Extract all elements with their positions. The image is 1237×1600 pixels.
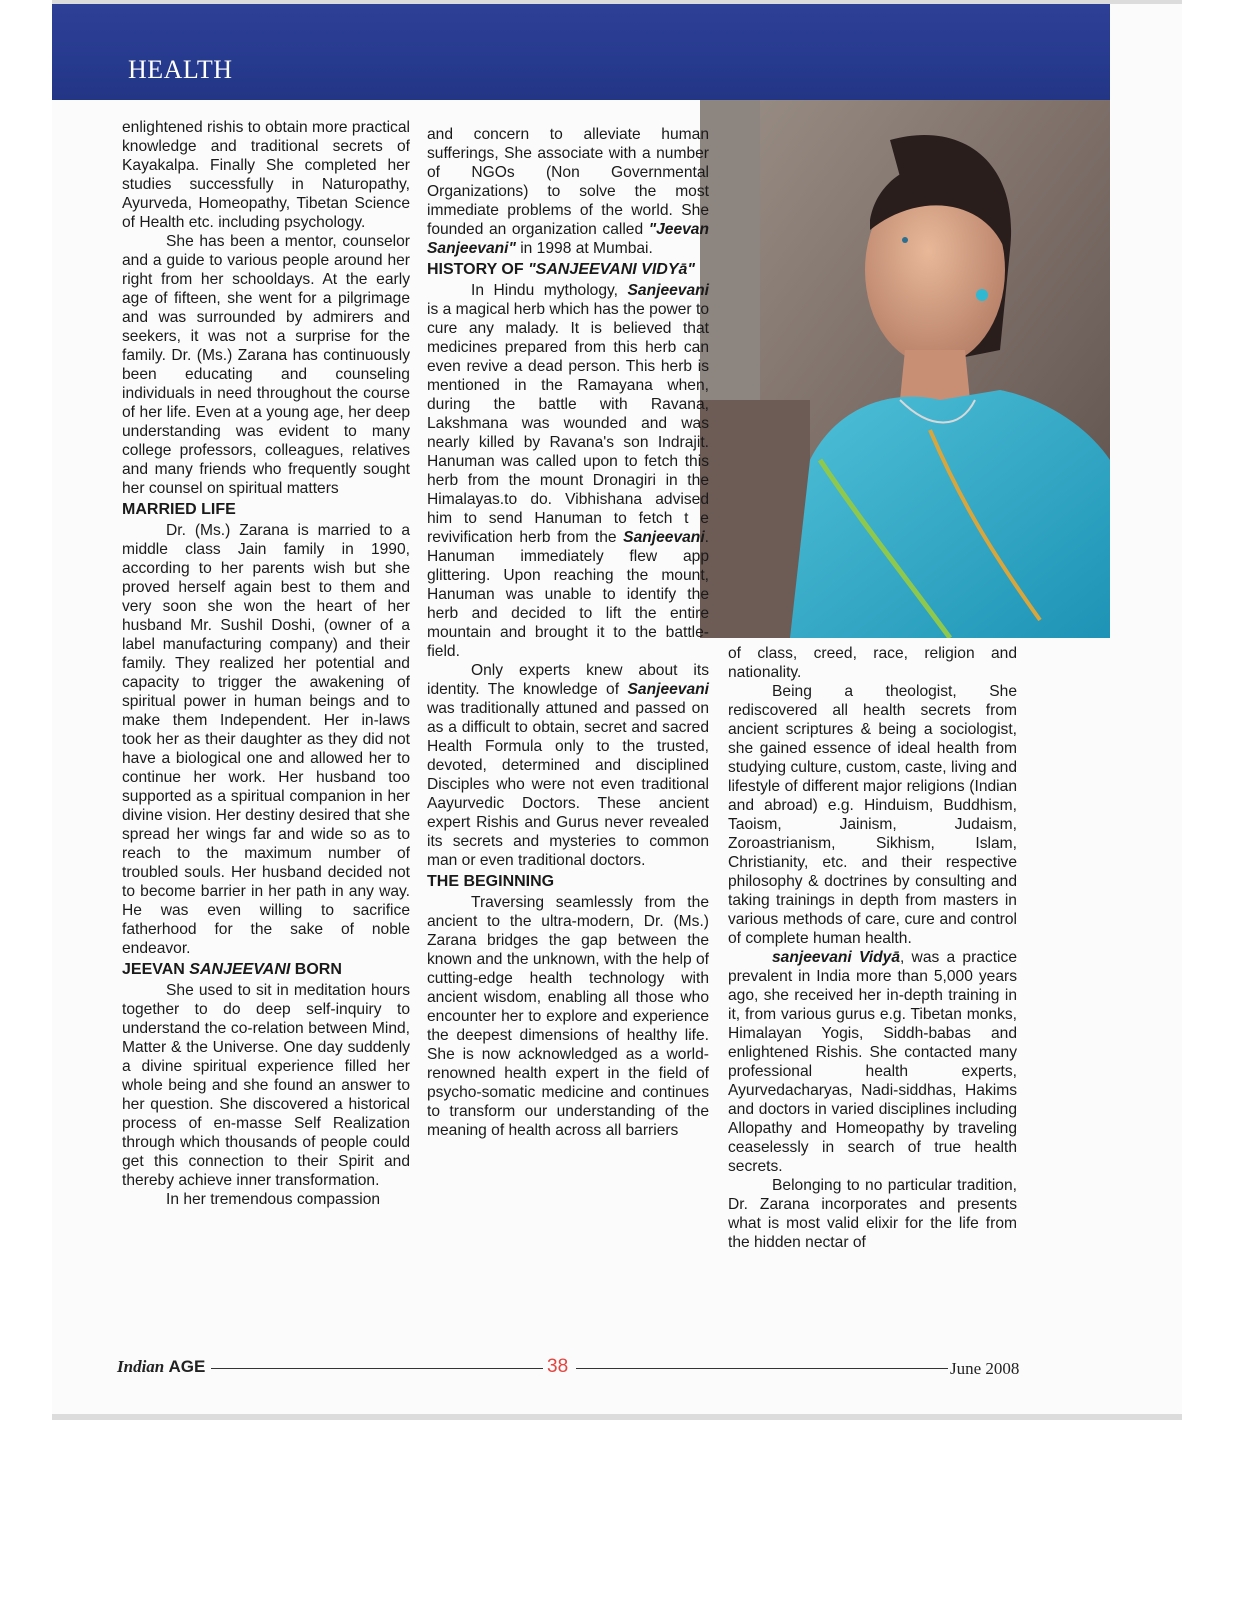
section-header-bar bbox=[52, 4, 1110, 100]
heading-part: JEEVAN bbox=[122, 961, 190, 978]
paragraph: Dr. (Ms.) Zarana is married to a middle class Jain family in 1990, according to her parents wish but she proved herself again best to them and very soon she won the heart of her husband Mr. Sushil Doshi, (owner of a label manufacturing company) and their family. They realized her potential and capacity to trigger the awakening of spiritual power in human beings and to make them Independent. Her in-laws took her as their daughter as they did not have a biological one and allowed her to continue her work. Her husband too supported as a spiritual companion in her divine vision. Her destiny desired that she spread her wings far and wide so as to reach to the maximum number of troubled souls. Her husband decided not to become barrier in her path in any way. He was even willing to sacrifice fatherhood for the sake of noble endeavor. bbox=[122, 522, 410, 957]
paragraph bbox=[427, 125, 709, 258]
text-run: and concern to alleviate human sufferings, She associate with a number of NGOs (Non Governmental Organizations) to solve the most immediate problems of the world. She founded an organization called bbox=[427, 126, 709, 238]
text-run: Sanjeevani bbox=[623, 529, 705, 546]
heading-part: "SANJEEVANI VIDYā" bbox=[528, 261, 695, 278]
text-run: In Hindu mythology, bbox=[471, 282, 628, 299]
footer-rule bbox=[211, 1368, 543, 1369]
text-run: in 1998 at Mumbai. bbox=[515, 240, 653, 257]
heading-part: BORN bbox=[290, 961, 342, 978]
text-run: "Jeevan Sanjeevani" bbox=[427, 221, 709, 257]
heading-jeevan-sanjeevani-born bbox=[122, 960, 410, 980]
text-run: sanjeevani Vidyā bbox=[772, 949, 900, 966]
paragraph: Traversing seamlessly from the ancient to the ultra-modern, Dr. (Ms.) Zarana bridges the gap between the known and the unknown, with the help of cutting-edge health technology with ancient wisdom, enabling all those who encounter her to explore and experience the deepest dimensions of healthy life. She is now acknowledged as a world-renowned health expert in the field of psycho-somatic medicine and continues to transform our understanding of the meaning of health across all barriers bbox=[427, 894, 709, 1139]
article-column-2 bbox=[427, 125, 709, 1140]
text-run: . Hanuman immediately flew app glittering. Upon reaching the mount, Hanuman was unable to identify the herb and decided to lift the entire mountain and brought it to the battle-field. bbox=[427, 529, 709, 660]
page-number: 38 bbox=[547, 1356, 569, 1377]
paragraph bbox=[427, 281, 709, 661]
text-run: Sanjeevani bbox=[627, 681, 709, 698]
article-column-1 bbox=[122, 118, 410, 1209]
paragraph: Being a theologist, She rediscovered all health secrets from ancient scriptures & being a sociologist, she gained essence of ideal health from studying culture, custom, caste, living and lifestyle of different major religions (Indian and abroad) e.g. Hinduism, Buddhism, Taoism, Jainism, Judaism, Zoroastrianism, Sikhism, Islam, Christianity, etc. and their respective philosophy & doctrines by consulting and taking trainings in depth from masters in various methods of care, cure and control of complete human health. bbox=[728, 683, 1017, 947]
paragraph: of class, creed, race, religion and nationality. bbox=[728, 645, 1017, 681]
issue-date: June 2008 bbox=[950, 1359, 1020, 1378]
text-run: Sanjeevani bbox=[627, 282, 709, 299]
heading-history bbox=[427, 260, 709, 280]
brand-part: Indian bbox=[117, 1357, 169, 1376]
paragraph: enlightened rishis to obtain more practical knowledge and traditional secrets of Kayakalpa. Finally She completed her studies successfully in Naturopathy, Ayurveda, Homeopathy, Tibetan Science of Health etc. including psychology. bbox=[122, 119, 410, 231]
article-column-3 bbox=[728, 644, 1017, 1252]
text-run: is a magical herb which has the power to cure any malady. It is believed that medicines prepared from this herb can even revive a dead person. This herb is mentioned in the Ramayana when, during the battle with Ravana, Lakshmana was wounded and was nearly killed by Ravana's son Indrajit. Hanuman was called upon to fetch this herb from the mount Dronagiri in the Himalayas.to do. Vibhishana advised him to send Hanuman to fetch t e revivification herb from the bbox=[427, 301, 709, 546]
text-run: , was a practice prevalent in India more than 5,000 years ago, she received her in-depth training in it, from various gurus e.g. Tibetan monks, Himalayan Yogis, Siddh-babas and enlightened Rishis. She contacted many professional health experts, Ayurvedacharyas, Nadi-siddhas, Hakims and doctors in varied disciplines including Allopathy and Homeopathy by traveling ceaselessly in search of true health secrets. bbox=[728, 949, 1017, 1175]
heading-the-beginning: THE BEGINNING bbox=[427, 873, 555, 890]
text-run: Only experts knew about its identity. The knowledge of bbox=[427, 662, 709, 698]
heading-married-life: MARRIED LIFE bbox=[122, 501, 236, 518]
paragraph bbox=[728, 948, 1017, 1176]
footer-rule bbox=[576, 1368, 948, 1369]
heading-part: HISTORY OF bbox=[427, 261, 529, 278]
paragraph: In her tremendous compassion bbox=[166, 1191, 381, 1208]
paragraph: She used to sit in meditation hours together to do deep self-inquiry to understand the co-relation between Mind, Matter & the Universe. One day suddenly a divine spiritual experience filled her whole being and she found an answer to her question. She discovered a historical process of en-masse Self Realization through which thousands of people could get this connection to their Spirit and thereby achieve inner transformation. bbox=[122, 982, 410, 1189]
section-title: HEALTH bbox=[128, 55, 233, 84]
paragraph bbox=[427, 661, 709, 870]
paragraph: Belonging to no particular tradition, Dr. Zarana incorporates and presents what is most valid elixir for the life from the hidden nectar of bbox=[728, 1177, 1017, 1251]
heading-part: SANJEEVANI bbox=[189, 961, 291, 978]
portrait-photo bbox=[700, 100, 1110, 638]
text-run: was traditionally attuned and passed on as a difficult to obtain, secret and sacred Health Formula only to the trusted, devoted, determined and disciplined Disciples who were not even traditional Aayurvedic Doctors. These ancient expert Rishis and Gurus never revealed its secrets and mysteries to common man or even traditional doctors. bbox=[427, 700, 709, 869]
magazine-brand bbox=[117, 1357, 205, 1377]
paragraph: She has been a mentor, counselor and a guide to various people around her right from her schooldays. At the early age of fifteen, she went for a pilgrimage and was surrounded by admirers and seekers, it was not a surprise for the family. Dr. (Ms.) Zarana has continuously been educating and counseling individuals in need throughout the course of her life. Even at a young age, her deep understanding was evident to many college professors, colleagues, relatives and many friends who frequently sought her counsel on spiritual matters bbox=[122, 233, 410, 497]
brand-part: AGE bbox=[168, 1357, 206, 1376]
portrait-image bbox=[700, 100, 1110, 638]
